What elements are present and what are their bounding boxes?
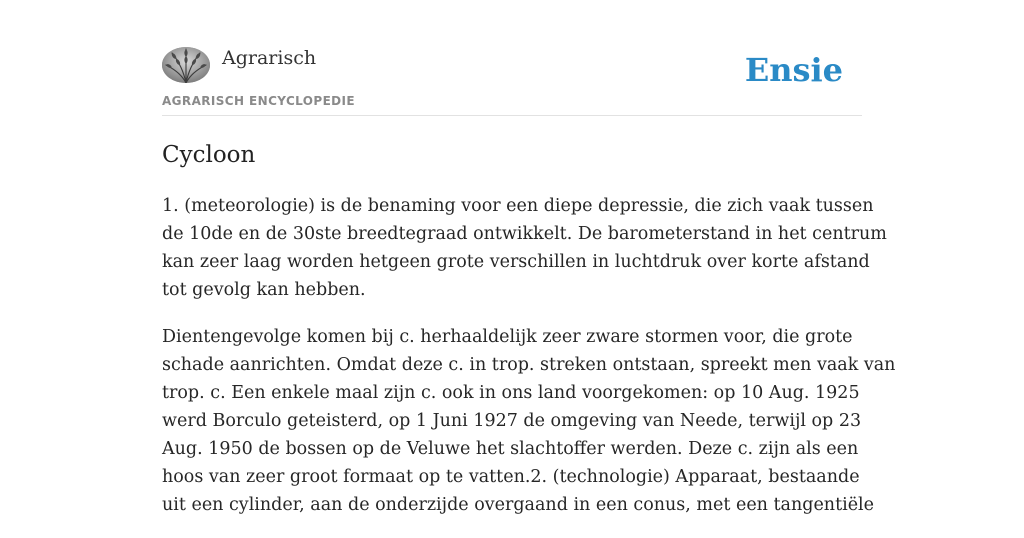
source-avatar[interactable] — [162, 47, 210, 83]
text-line: kan zeer laag worden hetgeen grote verschillen in luchtdruk over korte afstand — [162, 252, 870, 272]
wheat-ears-icon — [162, 47, 210, 83]
text-line: tot gevolg kan hebben. — [162, 280, 366, 300]
source-subtitle: AGRARISCH ENCYCLOPEDIE — [162, 94, 355, 108]
page — [162, 0, 896, 515]
article-paragraph — [162, 192, 887, 304]
text-line: de 10de en de 30ste breedtegraad ontwikkelt. De barometerstand in het centrum — [162, 224, 887, 244]
text-line: uit een cylinder, aan de onderzijde overgaand in een conus, met een tangentiële — [162, 495, 875, 515]
brand-logo[interactable]: Ensie — [744, 51, 843, 89]
article-paragraph — [162, 323, 896, 519]
article-title: Cycloon — [162, 142, 256, 168]
text-line: Dientengevolge komen bij c. herhaaldelijk zeer zware stormen voor, die grote — [162, 327, 853, 347]
text-line: schade aanrichten. Omdat deze c. in trop. streken ontstaan, spreekt men vaak van — [162, 355, 896, 375]
text-line: Aug. 1950 de bossen op de Veluwe het slachtoffer werden. Deze c. zijn als een — [162, 439, 859, 459]
text-line: 1. (meteorologie) is de benaming voor een diepe depressie, die zich vaak tussen — [162, 196, 874, 216]
text-line: hoos van zeer groot formaat op te vatten.2. (technologie) Apparaat, bestaande — [162, 467, 860, 487]
source-name[interactable]: Agrarisch — [222, 47, 317, 69]
text-line: werd Borculo geteisterd, op 1 Juni 1927 de omgeving van Neede, terwijl op 23 — [162, 411, 862, 431]
text-line: trop. c. Een enkele maal zijn c. ook in ons land voorgekomen: op 10 Aug. 1925 — [162, 383, 860, 403]
source-header — [162, 0, 862, 116]
article-body — [162, 192, 896, 538]
